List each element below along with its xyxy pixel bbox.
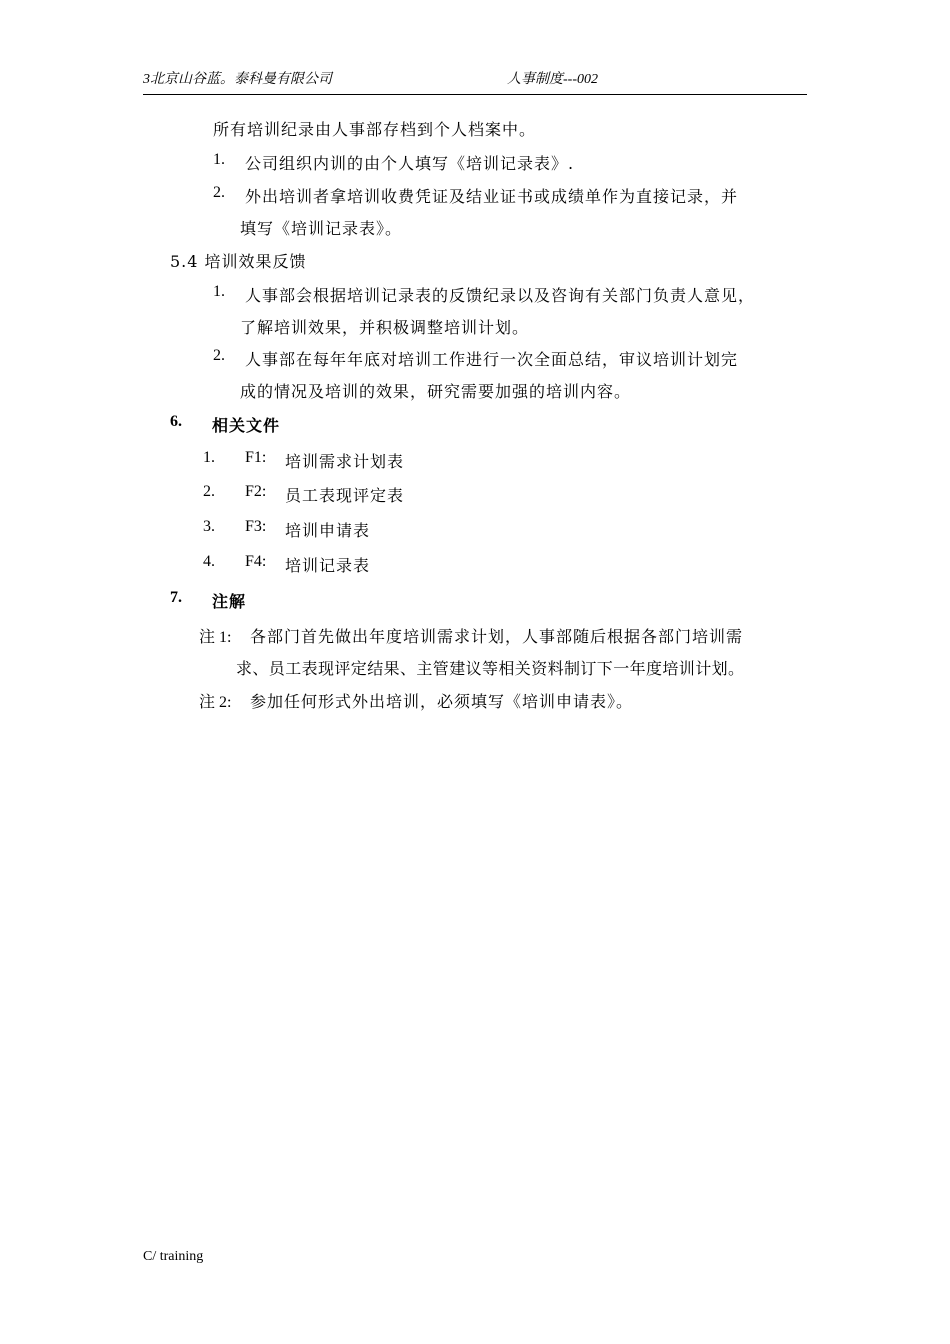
related-file-2-number: 2.: [203, 483, 215, 500]
feedback-2-text-line2: 成的情况及培训的效果，研究需要加强的培训内容。: [240, 382, 632, 401]
feedback-2-number: 2.: [213, 347, 225, 364]
section-6-title: 相关文件: [212, 416, 281, 435]
related-file-1-number: 1.: [203, 449, 215, 466]
record-2-text-line1: 外出培训者拿培训收费凭证及结业证书或成绩单作为直接记录，并: [245, 187, 739, 206]
section-5-4-title: 5.4 培训效果反馈: [170, 252, 307, 271]
note-1-label: 注 1:: [199, 629, 232, 646]
note-2-label: 注 2:: [199, 694, 232, 711]
related-file-3-code: F3:: [245, 518, 267, 535]
feedback-1-text-line2: 了解培训效果，并积极调整培训计划。: [240, 318, 530, 337]
related-file-4-number: 4.: [203, 553, 215, 570]
note-2-text-line1: 参加任何形式外出培训，必须填写《培训申请表》。: [250, 692, 634, 711]
section-7-number: 7.: [170, 589, 182, 606]
section-7-title: 注解: [212, 592, 247, 611]
intro-paragraph: 所有培训纪录由人事部存档到个人档案中。: [213, 120, 537, 139]
related-file-4-name: 培训记录表: [285, 556, 371, 575]
section-6-number: 6.: [170, 413, 182, 430]
note-1-text-line1: 各部门首先做出年度培训需求计划，人事部随后根据各部门培训需: [250, 627, 744, 646]
related-file-3-name: 培训申请表: [285, 521, 371, 540]
note-1-text-line2: 求、员工表现评定结果、主管建议等相关资料制订下一年度培训计划。: [236, 659, 745, 678]
record-1-text: 公司组织内训的由个人填写《培训记录表》.: [245, 154, 575, 173]
feedback-1-text-line1: 人事部会根据培训记录表的反馈纪录以及咨询有关部门负责人意见，: [245, 286, 756, 305]
related-file-4-code: F4:: [245, 553, 267, 570]
related-file-3-number: 3.: [203, 518, 215, 535]
header-doc-code: 人事制度---002: [507, 72, 598, 87]
related-file-2-code: F2:: [245, 483, 267, 500]
footer-path: C/ training: [143, 1249, 204, 1264]
header-divider: [143, 94, 807, 95]
header-company: 3北京山谷蓝。泰科曼有限公司: [143, 72, 332, 87]
related-file-1-name: 培训需求计划表: [285, 452, 405, 471]
feedback-1-number: 1.: [213, 283, 225, 300]
record-1-number: 1.: [213, 151, 225, 168]
record-2-text-line2: 填写《培训记录表》。: [240, 219, 403, 238]
feedback-2-text-line1: 人事部在每年年底对培训工作进行一次全面总结，审议培训计划完: [245, 350, 739, 369]
record-2-number: 2.: [213, 184, 225, 201]
related-file-1-code: F1:: [245, 449, 267, 466]
related-file-2-name: 员工表现评定表: [285, 486, 405, 505]
